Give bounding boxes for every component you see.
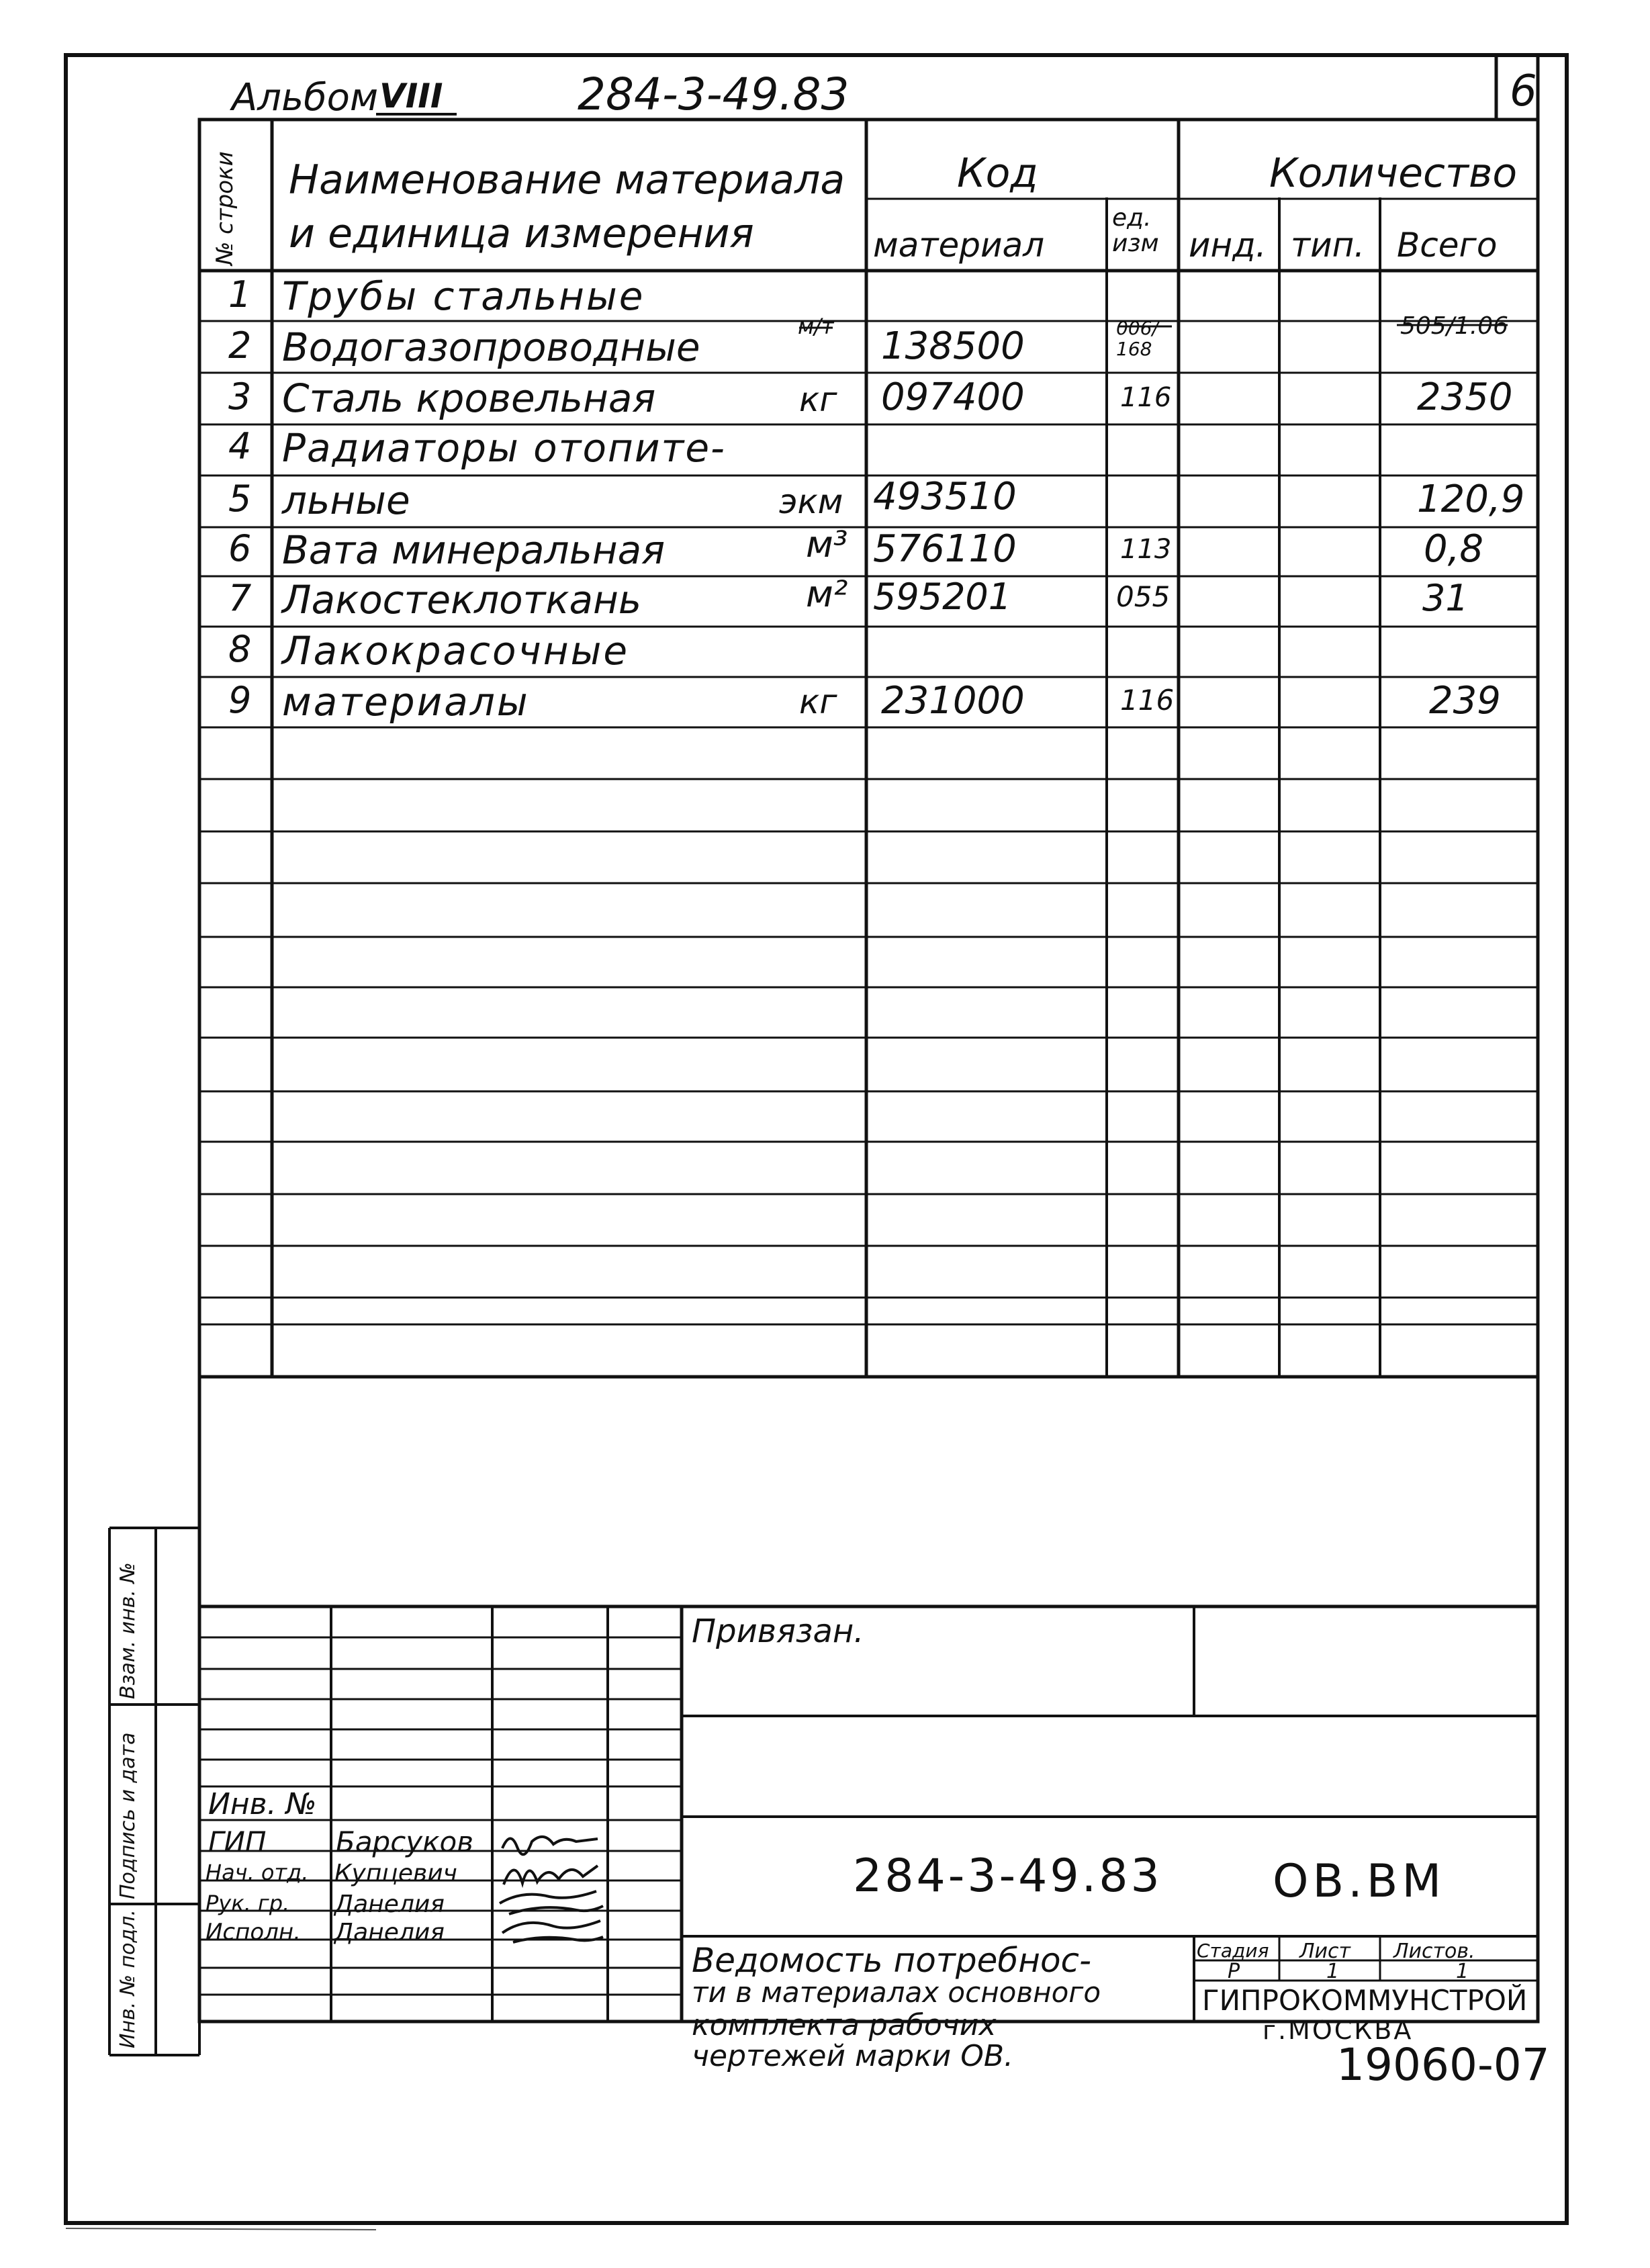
row-no: 1	[228, 273, 252, 316]
doc-title-line1: Ведомость потребнос-	[692, 1941, 1092, 1980]
col-qty-typ: тип.	[1291, 226, 1365, 265]
col-qty-total: Всего	[1397, 226, 1498, 265]
sheet-label: Лист	[1299, 1940, 1351, 1963]
row-unit-code: 055	[1116, 580, 1171, 613]
row-material-code: 231000	[881, 679, 1025, 723]
row-unit: м/т	[798, 314, 834, 339]
role-label: ГИП	[208, 1825, 267, 1858]
album-label: Альбом	[232, 76, 379, 120]
signer-name: Барсуков	[336, 1825, 473, 1858]
row-name: льные	[282, 478, 410, 523]
row-unit: м³	[806, 523, 848, 565]
doc-title-line2: ти в материалах основного	[692, 1976, 1101, 2009]
sheet-number: 6	[1510, 66, 1537, 116]
stage-value: Р	[1228, 1960, 1240, 1983]
signer-name: Купцевич	[334, 1860, 457, 1887]
row-material-code: 097400	[881, 375, 1025, 419]
bound-label: Привязан.	[692, 1613, 864, 1650]
row-total: 0,8	[1424, 527, 1484, 571]
role-label: Исполн.	[205, 1919, 301, 1946]
org-city: г.МОСКВА	[1263, 2015, 1414, 2045]
sheets-label: Листов.	[1393, 1940, 1475, 1963]
doc-mark: ОВ.ВМ	[1273, 1855, 1446, 1908]
col-name-line1: Наименование материала	[289, 156, 845, 203]
row-unit-code: 113	[1120, 534, 1172, 565]
signer-name: Данелия	[334, 1891, 445, 1918]
doc-title-line3: комплекта рабочих	[692, 2008, 997, 2042]
row-unit-code: 006/168	[1116, 317, 1158, 360]
row-total: 120,9	[1417, 478, 1525, 521]
row-name: Водогазопроводные	[282, 324, 700, 370]
row-name: Трубы стальные	[282, 273, 645, 319]
row-name: Сталь кровельная	[282, 375, 656, 421]
row-name: материалы	[282, 679, 530, 725]
row-material-code: 493510	[873, 475, 1017, 518]
doc-code: 284-3-49.83	[853, 1850, 1162, 1903]
row-name: Радиаторы отопите-	[282, 425, 726, 471]
sheet-value: 1	[1326, 1960, 1340, 1983]
row-no: 6	[228, 527, 252, 570]
role-label: Нач. отд.	[205, 1860, 309, 1885]
col-qty: Количество	[1269, 150, 1518, 197]
row-unit-code: 116	[1120, 382, 1172, 413]
role-label: Рук. гр.	[205, 1891, 290, 1916]
signature-exec	[496, 1911, 610, 1952]
org-name: ГИПРОКОММУНСТРОЙ	[1202, 1984, 1528, 2017]
row-material-code: 595201	[873, 576, 1012, 618]
stage-label: Стадия	[1197, 1940, 1269, 1962]
col-code-material: материал	[873, 226, 1045, 265]
album-roman: VIII	[379, 77, 443, 116]
row-unit: кг	[799, 682, 837, 721]
row-unit: экм	[779, 482, 843, 521]
row-material-code: 138500	[881, 324, 1025, 368]
row-total: 2350	[1417, 375, 1513, 419]
col-code: Код	[957, 150, 1038, 197]
row-unit-code: 116	[1120, 684, 1175, 717]
row-unit: м²	[806, 573, 848, 615]
series-code: 284-3-49.83	[578, 69, 850, 120]
row-unit: кг	[799, 380, 837, 419]
side-sign-date: Подпись и дата	[116, 1732, 140, 1899]
row-no: 5	[228, 478, 252, 520]
row-name: Лакокрасочные	[282, 628, 630, 674]
row-material-code: 576110	[873, 527, 1017, 571]
row-no: 9	[228, 679, 252, 721]
col-qty-ind: инд.	[1189, 226, 1267, 265]
bottom-code: 19060-07	[1336, 2039, 1550, 2091]
row-no: 4	[228, 425, 252, 467]
inv-no-label: Инв. №	[208, 1787, 317, 1821]
col-code-unit: ед. изм	[1112, 204, 1159, 257]
col-row-no: № строки	[212, 151, 238, 265]
row-no: 8	[228, 628, 252, 670]
sheets-value: 1	[1456, 1960, 1469, 1983]
side-replace-inv: Взам. инв. №	[116, 1562, 140, 1699]
row-name: Вата минеральная	[282, 527, 666, 573]
doc-title-line4: чертежей марки ОВ.	[692, 2039, 1014, 2073]
col-name-line2: и единица измерения	[289, 210, 754, 257]
side-inv-orig: Инв. № подл.	[116, 1909, 140, 2048]
signer-name: Данелия	[334, 1919, 445, 1946]
row-no: 3	[228, 375, 252, 418]
row-no: 2	[228, 324, 252, 367]
row-name: Лакостеклоткань	[282, 577, 642, 623]
row-no: 7	[228, 577, 252, 619]
row-total: 505/1.06	[1400, 312, 1508, 340]
row-total: 31	[1422, 577, 1469, 619]
row-total: 239	[1429, 679, 1501, 723]
